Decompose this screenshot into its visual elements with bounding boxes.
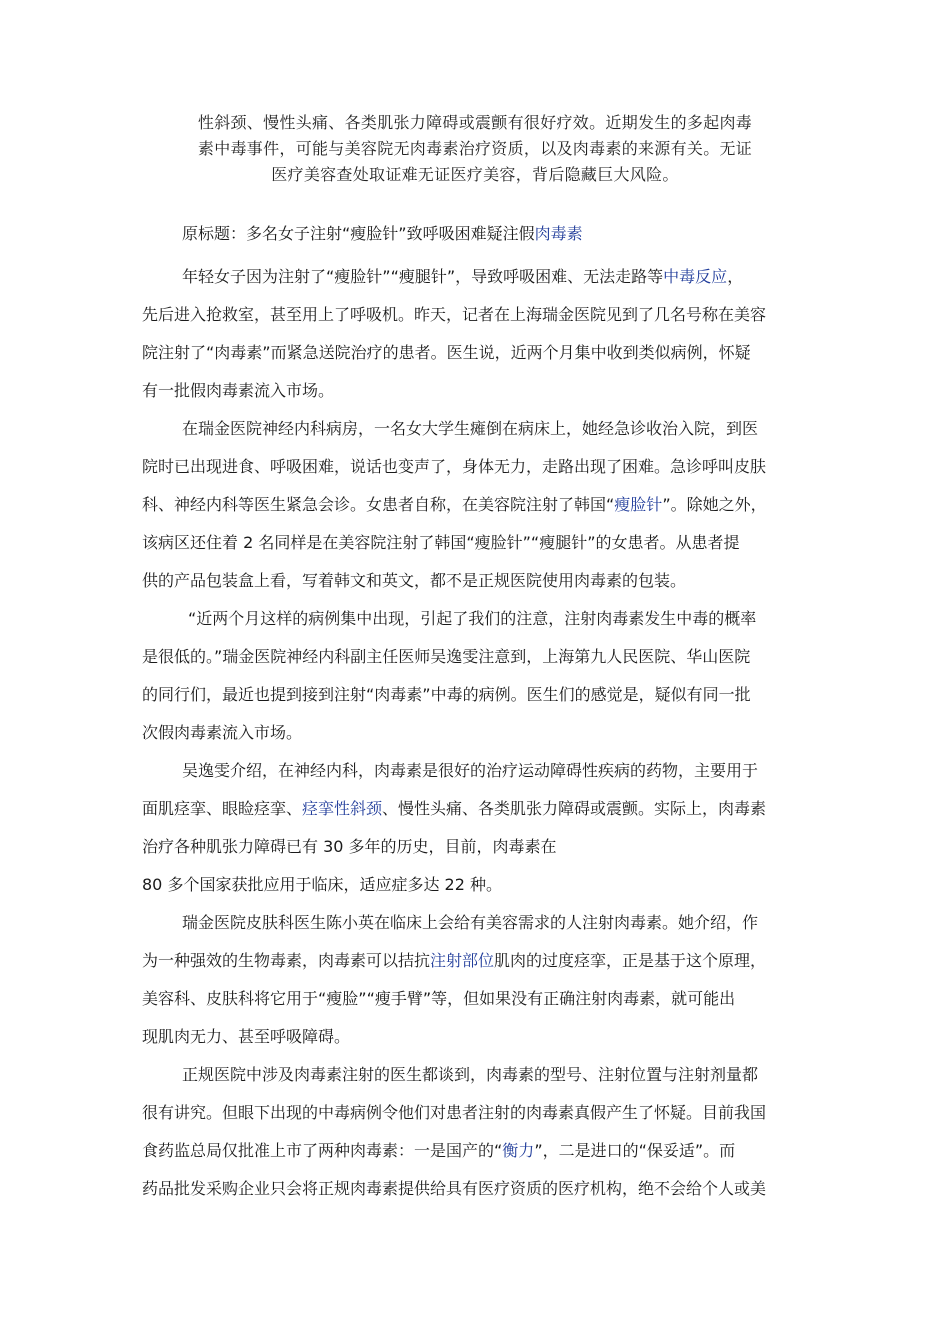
paragraph-line: 在瑞金医院神经内科病房，一名女大学生瘫倒在病床上，她经急诊收治入院，到医 xyxy=(182,419,759,438)
paragraph-line: 瑞金医院皮肤科医生陈小英在临床上会给有美容需求的人注射肉毒素。她介绍，作 xyxy=(182,913,759,932)
text-segment: 、慢性头痛、各类肌张力障碍或震颤。实际上，肉毒素 xyxy=(382,799,767,818)
text-segment: 食药监总局仅批准上市了两种肉毒素：一是国产的“ xyxy=(142,1141,503,1160)
paragraph-3 xyxy=(142,600,810,752)
text-segment: ”，二是进口的“保妥适”。而 xyxy=(534,1141,736,1160)
text-segment: 面肌痉挛、眼睑痉挛、 xyxy=(142,799,303,818)
paragraph-line: 院注射了“肉毒素”而紧急送院治疗的患者。医生说，近两个月集中收到类似病例，怀疑 xyxy=(142,343,751,362)
paragraph-line: 治疗各种肌张力障碍已有 30 多年的历史，目前，肉毒素在 xyxy=(142,837,557,856)
text-segment: 科、神经内科等医生紧急会诊。女患者自称，在美容院注射了韩国“ xyxy=(142,495,615,514)
paragraph-line: 美容科、皮肤科将它用于“瘦脸”“瘦手臂”等，但如果没有正确注射肉毒素，就可能出 xyxy=(142,989,736,1008)
paragraph-line: 次假肉毒素流入市场。 xyxy=(142,723,303,742)
paragraph-line: 现肌肉无力、甚至呼吸障碍。 xyxy=(142,1027,351,1046)
link-botox[interactable]: 肉毒素 xyxy=(534,224,583,243)
paragraph-line xyxy=(142,258,810,296)
paragraph-line: 药品批发采购企业只会将正规肉毒素提供给具有医疗资质的医疗机构，绝不会给个人或美 xyxy=(142,1179,767,1198)
paragraph-line: 该病区还住着 2 名同样是在美容院注射了韩国“瘦脸针”“瘦腿针”的女患者。从患者提 xyxy=(142,533,740,552)
paragraph-line xyxy=(142,486,810,524)
link-face-slimming-injection[interactable]: 瘦脸针 xyxy=(614,495,663,514)
paragraph-line: 院时已出现进食、呼吸困难，说话也变声了，身体无力，走路出现了困难。急诊呼叫皮肤 xyxy=(142,457,767,476)
paragraph-line: 正规医院中涉及肉毒素注射的医生都谈到，肉毒素的型号、注射位置与注射剂量都 xyxy=(182,1065,759,1084)
paragraph-4 xyxy=(142,752,810,904)
paragraph-line: 有一批假肉毒素流入市场。 xyxy=(142,381,335,400)
paragraph-line: 的同行们，最近也提到接到注射“肉毒素”中毒的病例。医生们的感觉是，疑似有同一批 xyxy=(142,685,751,704)
paragraph-line xyxy=(142,790,810,828)
paragraph-line: 供的产品包装盒上看，写着韩文和英文，都不是正规医院使用肉毒素的包装。 xyxy=(142,571,687,590)
summary-block xyxy=(150,110,800,188)
paragraph-6 xyxy=(142,1056,810,1208)
article-body xyxy=(142,219,810,1208)
link-spasmodic-torticollis[interactable]: 痉挛性斜颈 xyxy=(302,799,383,818)
paragraph-5 xyxy=(142,904,810,1056)
summary-line: 性斜颈、慢性头痛、各类肌张力障碍或震颤有很好疗效。近期发生的多起肉毒 xyxy=(197,113,753,132)
summary-line: 素中毒事件，可能与美容院无肉毒素治疗资质，以及肉毒素的来源有关。无证 xyxy=(197,139,753,158)
summary-line: 医疗美容查处取证难无证医疗美容，背后隐藏巨大风险。 xyxy=(271,165,679,184)
paragraph-line: 吴逸雯介绍，在神经内科，肉毒素是很好的治疗运动障碍性疾病的药物，主要用于 xyxy=(182,761,759,780)
original-title xyxy=(142,219,810,249)
paragraph-1 xyxy=(142,258,810,410)
paragraph-line xyxy=(142,1132,810,1170)
original-title-text: 原标题：多名女子注射“瘦脸针”致呼吸困难疑注假 xyxy=(182,224,535,243)
link-poisoning-reaction[interactable]: 中毒反应 xyxy=(663,267,728,286)
paragraph-line: 是很低的。”瑞金医院神经内科副主任医师吴逸雯注意到，上海第九人民医院、华山医院 xyxy=(142,647,751,666)
text-segment: ”。除她之外， xyxy=(662,495,767,514)
paragraph-2 xyxy=(142,410,810,600)
paragraph-line xyxy=(142,942,810,980)
paragraph-line: 80 多个国家获批应用于临床，适应症多达 22 种。 xyxy=(142,875,502,894)
paragraph-line: 先后进入抢救室，甚至用上了呼吸机。昨天，记者在上海瑞金医院见到了几名号称在美容 xyxy=(142,305,767,324)
paragraph-line: “近两个月这样的病例集中出现，引起了我们的注意，注射肉毒素发生中毒的概率 xyxy=(188,609,757,628)
text-segment: 为一种强效的生物毒素，肉毒素可以拮抗 xyxy=(142,951,431,970)
text-segment: 年轻女子因为注射了“瘦脸针”“瘦腿针”，导致呼吸困难、无法走路等 xyxy=(182,267,664,286)
paragraph-line: 很有讲究。但眼下出现的中毒病例令他们对患者注射的肉毒素真假产生了怀疑。目前我国 xyxy=(142,1103,767,1122)
link-hengli[interactable]: 衡力 xyxy=(502,1141,535,1160)
text-segment: ， xyxy=(727,267,744,286)
text-segment: 肌肉的过度痉挛，正是基于这个原理， xyxy=(494,951,767,970)
link-injection-site[interactable]: 注射部位 xyxy=(430,951,495,970)
